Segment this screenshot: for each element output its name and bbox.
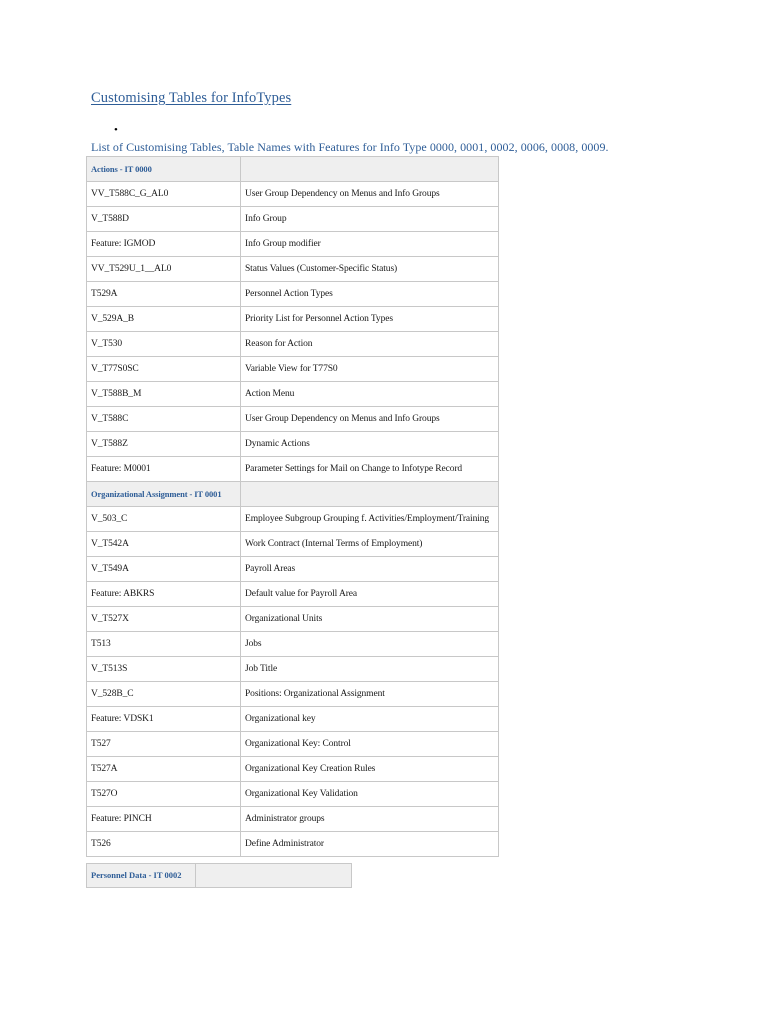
description-cell: Reason for Action <box>241 332 499 357</box>
table-name-cell: V_503_C <box>87 507 241 532</box>
description-cell: Variable View for T77S0 <box>241 357 499 382</box>
table-name-cell: T513 <box>87 632 241 657</box>
table-name-cell: V_T513S <box>87 657 241 682</box>
table-row <box>87 657 499 682</box>
table-row <box>87 707 499 732</box>
section-header-row <box>87 482 499 507</box>
section-heading: Organizational Assignment - IT 0001 <box>91 488 222 499</box>
table-row <box>87 432 499 457</box>
table-row <box>87 182 499 207</box>
empty-cell <box>241 482 499 507</box>
table-name-cell: V_T549A <box>87 557 241 582</box>
description-cell: Info Group <box>241 207 499 232</box>
table-name-cell: Feature: ABKRS <box>87 582 241 607</box>
empty-cell <box>196 864 352 888</box>
table-row <box>87 457 499 482</box>
table-name-cell: V_T588Z <box>87 432 241 457</box>
bullet-point: • <box>114 124 118 136</box>
table-row <box>87 407 499 432</box>
table-row <box>87 207 499 232</box>
description-cell: Organizational Units <box>241 607 499 632</box>
section-header-row <box>87 864 352 888</box>
table-name-cell: V_528B_C <box>87 682 241 707</box>
description-cell: Job Title <box>241 657 499 682</box>
table-row <box>87 307 499 332</box>
description-cell: Payroll Areas <box>241 557 499 582</box>
table-name-cell: T527O <box>87 782 241 807</box>
table-name-cell: V_T588D <box>87 207 241 232</box>
table-name-cell: T529A <box>87 282 241 307</box>
table-row <box>87 532 499 557</box>
description-cell: Jobs <box>241 632 499 657</box>
table-row <box>87 282 499 307</box>
section-heading: Actions - IT 0000 <box>91 163 152 174</box>
table-row <box>87 607 499 632</box>
description-cell: Positions: Organizational Assignment <box>241 682 499 707</box>
customising-tables-table <box>86 156 499 857</box>
table-row <box>87 357 499 382</box>
table-name-cell: V_T527X <box>87 607 241 632</box>
table-row <box>87 632 499 657</box>
table-name-cell: T527A <box>87 757 241 782</box>
section-header-row <box>87 157 499 182</box>
table-name-cell: V_T588B_M <box>87 382 241 407</box>
section-heading: Personnel Data - IT 0002 <box>91 870 182 880</box>
description-cell: Administrator groups <box>241 807 499 832</box>
description-cell: Work Contract (Internal Terms of Employment) <box>241 532 499 557</box>
table-row <box>87 507 499 532</box>
description-cell: User Group Dependency on Menus and Info Groups <box>241 407 499 432</box>
table-name-cell: V_T588C <box>87 407 241 432</box>
table-name-cell: VV_T529U_1__AL0 <box>87 257 241 282</box>
table-row <box>87 682 499 707</box>
page-title[interactable]: Customising Tables for InfoTypes <box>91 90 292 106</box>
table-row <box>87 582 499 607</box>
description-cell: Parameter Settings for Mail on Change to Infotype Record <box>241 457 499 482</box>
section-heading-cell <box>87 482 241 507</box>
table-row <box>87 257 499 282</box>
description-cell: Priority List for Personnel Action Types <box>241 307 499 332</box>
description-cell: Status Values (Customer-Specific Status) <box>241 257 499 282</box>
description-cell: Define Administrator <box>241 832 499 857</box>
description-cell: Organizational Key Creation Rules <box>241 757 499 782</box>
table-name-cell: V_T77S0SC <box>87 357 241 382</box>
description-cell: Employee Subgroup Grouping f. Activities/Employment/Training <box>241 507 499 532</box>
table-row <box>87 757 499 782</box>
table-row <box>87 732 499 757</box>
table-row <box>87 832 499 857</box>
description-cell: Default value for Payroll Area <box>241 582 499 607</box>
description-cell: Organizational Key Validation <box>241 782 499 807</box>
table-name-cell: V_T530 <box>87 332 241 357</box>
description-cell: Dynamic Actions <box>241 432 499 457</box>
table-row <box>87 332 499 357</box>
section-heading-cell <box>87 157 241 182</box>
table-row <box>87 382 499 407</box>
description-cell: Info Group modifier <box>241 232 499 257</box>
description-cell: Organizational Key: Control <box>241 732 499 757</box>
table-row <box>87 782 499 807</box>
description-cell: User Group Dependency on Menus and Info Groups <box>241 182 499 207</box>
description-cell: Action Menu <box>241 382 499 407</box>
table-name-cell: Feature: M0001 <box>87 457 241 482</box>
personnel-data-table <box>86 863 352 888</box>
table-name-cell: V_529A_B <box>87 307 241 332</box>
table-name-cell: V_T542A <box>87 532 241 557</box>
description-cell: Organizational key <box>241 707 499 732</box>
table-name-cell: Feature: PINCH <box>87 807 241 832</box>
table-name-cell: VV_T588C_G_AL0 <box>87 182 241 207</box>
table-row <box>87 807 499 832</box>
table-name-cell: T527 <box>87 732 241 757</box>
description-cell: Personnel Action Types <box>241 282 499 307</box>
empty-cell <box>241 157 499 182</box>
table-name-cell: T526 <box>87 832 241 857</box>
list-subtitle: List of Customising Tables, Table Names with Features for Info Type 0000, 0001, 0002, 0006, 0008, 0009. <box>91 140 609 154</box>
section-heading-cell <box>87 864 196 888</box>
table-name-cell: Feature: VDSK1 <box>87 707 241 732</box>
table-row <box>87 232 499 257</box>
table-row <box>87 557 499 582</box>
table-name-cell: Feature: IGMOD <box>87 232 241 257</box>
